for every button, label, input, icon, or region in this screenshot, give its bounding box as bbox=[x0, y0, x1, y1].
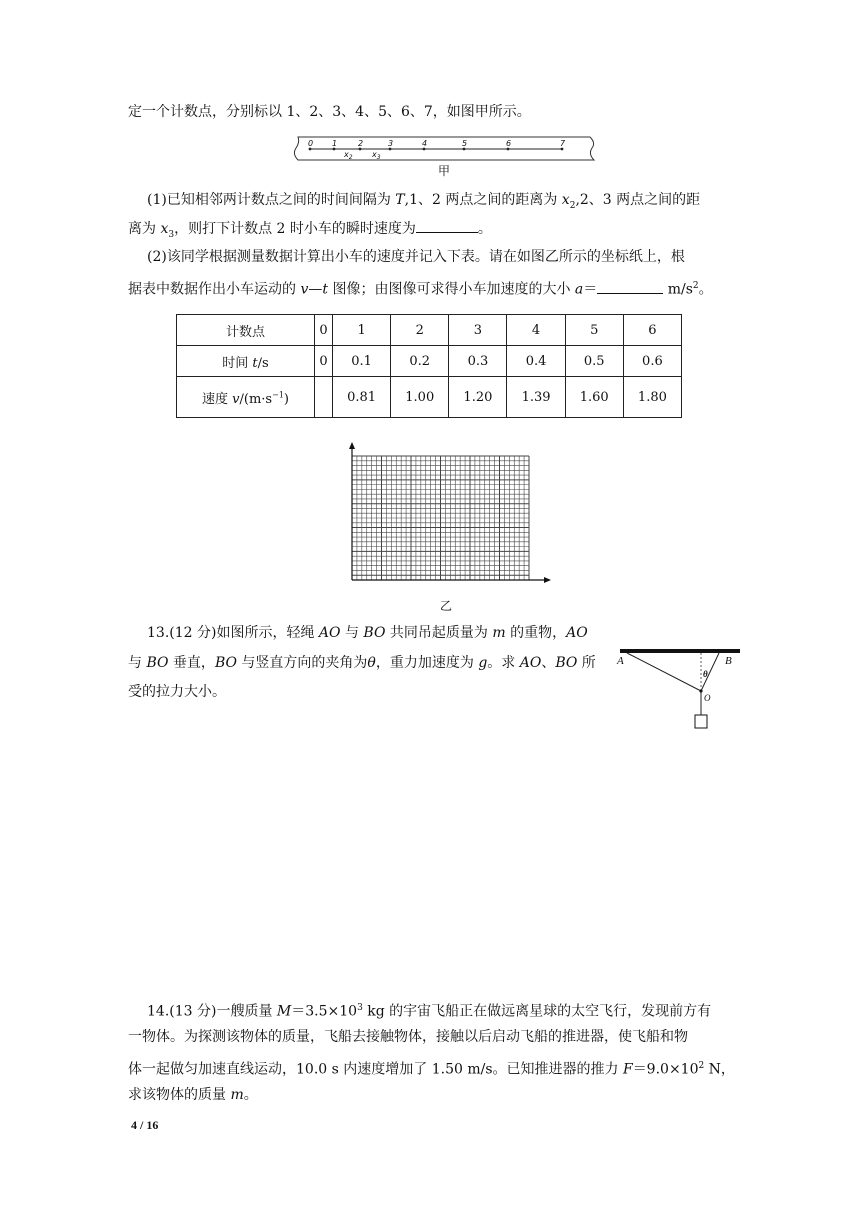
question-1-line-2: 离为 $x_3$，则打下计数点 2 时小车的瞬时速度为 。 bbox=[128, 218, 492, 245]
tape-tick-1: 1 bbox=[332, 139, 338, 148]
tape-label-x3: $x_3$ bbox=[372, 150, 381, 161]
table-cell: 1 bbox=[333, 315, 391, 346]
question-13-line-3: 受的拉力大小。 bbox=[128, 684, 226, 700]
table-cell: 0 bbox=[315, 346, 333, 377]
page-number: 4 / 16 bbox=[131, 1118, 159, 1132]
table-row bbox=[177, 346, 682, 377]
question-1-line-1: (1)已知相邻两计数点之间的时间间隔为 T,1、2 两点之间的距离为 $x_2,2$、3 两点之间的距 bbox=[147, 192, 701, 211]
tape-label-x2: $x_2$ bbox=[344, 150, 353, 161]
figure-caption-yi: 乙 bbox=[440, 599, 453, 613]
question-2-line-1: (2)该同学根据测量数据计算出小车的速度并记入下表。请在如图乙所示的坐标纸上，根 bbox=[147, 249, 685, 265]
velocity-data-table bbox=[176, 314, 682, 418]
tape-tick-7: 7 bbox=[560, 139, 566, 148]
intro-text: 定一个计数点，分别标以 1、2、3、4、5、6、7，如图甲所示。 bbox=[128, 104, 531, 120]
table-cell bbox=[315, 377, 333, 418]
graph-paper-grid[interactable] bbox=[342, 442, 552, 587]
table-cell: 6 bbox=[623, 315, 681, 346]
table-row bbox=[177, 315, 682, 346]
table-cell: 0.1 bbox=[333, 346, 391, 377]
table-cell: 1.20 bbox=[449, 377, 507, 418]
tape-tick-6: 6 bbox=[506, 139, 512, 148]
table-cell: 0.81 bbox=[333, 377, 391, 418]
point-a-label: A bbox=[617, 655, 624, 667]
question-2-line-2: 据表中数据作出小车运动的 v—t 图像；由图像可求得小车加速度的大小 $a= m/s^2$。 bbox=[128, 276, 713, 300]
tape-tick-2: 2 bbox=[358, 139, 364, 148]
table-cell: 2 bbox=[391, 315, 449, 346]
table-cell: 1.00 bbox=[391, 377, 449, 418]
tape-tick-0: 0 bbox=[308, 139, 314, 148]
table-cell: 3 bbox=[449, 315, 507, 346]
point-o-label: O bbox=[704, 693, 711, 703]
question-13-line-2: 与 BO 垂直，BO 与竖直方向的夹角为θ，重力加速度为 g。求 AO、BO 所 bbox=[128, 655, 596, 671]
question-14-line-4: 求该物体的质量 m。 bbox=[128, 1087, 258, 1103]
rope-mass-figure bbox=[615, 645, 745, 735]
question-14-line-1: 14.(13 分)一艘质量 $M=3.5\times 10^3$ kg 的宇宙飞船正在做远离星球的太空飞行，发现前方有 bbox=[147, 1003, 712, 1020]
table-cell: 0.6 bbox=[623, 346, 681, 377]
table-cell: 1.60 bbox=[565, 377, 623, 418]
table-row-label: 计数点 bbox=[177, 315, 315, 346]
figure-caption-jia: 甲 bbox=[438, 164, 451, 178]
question-14-line-3: 体一起做匀加速直线运动，10.0 s 内速度增加了 1.50 m/s。已知推进器的推力 $F=9.0\times 10^2$ N， bbox=[128, 1061, 735, 1078]
table-cell: 1.39 bbox=[507, 377, 565, 418]
question-14-line-2: 一物体。为探测该物体的质量，飞船去接触物体，接触以后启动飞船的推进器，使飞船和物 bbox=[128, 1029, 688, 1045]
tape-tick-3: 3 bbox=[388, 139, 394, 148]
answer-blank-2[interactable] bbox=[597, 279, 663, 294]
table-cell: 0.2 bbox=[391, 346, 449, 377]
table-cell: 4 bbox=[507, 315, 565, 346]
point-b-label: B bbox=[725, 655, 732, 667]
answer-blank-1[interactable] bbox=[416, 218, 478, 233]
table-row-label: 速度 $v/(m\cdot s^{-1})$ bbox=[177, 377, 315, 418]
tape-tick-5: 5 bbox=[462, 139, 468, 148]
table-cell: 0.5 bbox=[565, 346, 623, 377]
table-cell: 0 bbox=[315, 315, 333, 346]
table-cell: 0.4 bbox=[507, 346, 565, 377]
question-13-line-1: 13.(12 分)如图所示，轻绳 AO 与 BO 共同吊起质量为 m 的重物，AO bbox=[147, 625, 588, 641]
theta-label: θ bbox=[703, 669, 708, 679]
table-row bbox=[177, 377, 682, 418]
table-cell: 5 bbox=[565, 315, 623, 346]
table-row-label: 时间 t/s bbox=[177, 346, 315, 377]
tape-tick-4: 4 bbox=[422, 139, 428, 148]
table-cell: 0.3 bbox=[449, 346, 507, 377]
table-cell: 1.80 bbox=[623, 377, 681, 418]
